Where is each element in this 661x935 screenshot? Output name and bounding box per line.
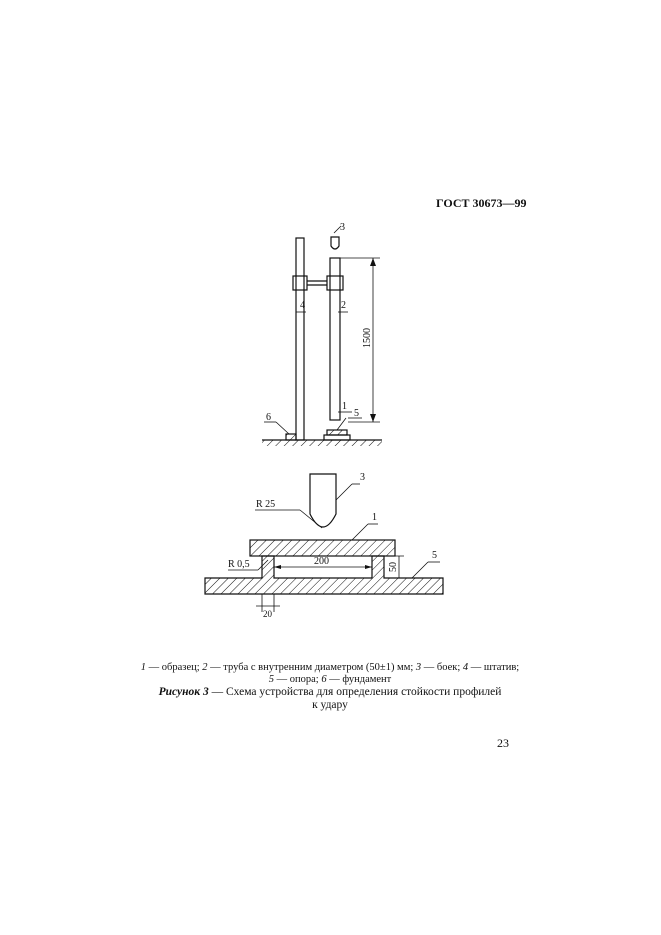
dim-50-text: 50 bbox=[388, 562, 399, 572]
stand-clamp bbox=[293, 276, 307, 290]
tube-clamp bbox=[327, 276, 343, 290]
caption-text-2: к удару bbox=[312, 699, 348, 711]
callout-4: 4 bbox=[300, 300, 305, 311]
radius-edge: R 0,5 bbox=[228, 559, 250, 570]
caption-text: — Схема устройства для определения стойкости профилей bbox=[211, 686, 502, 698]
specimen-plate bbox=[250, 540, 395, 556]
callout-6: 6 bbox=[266, 412, 271, 423]
dim-200-text: 200 bbox=[314, 556, 329, 567]
specimen-small bbox=[327, 430, 347, 435]
stand-rod bbox=[296, 238, 304, 440]
callout-5-upper: 5 bbox=[354, 408, 359, 419]
upper-callouts bbox=[266, 222, 373, 423]
dim-1500-text: 1500 bbox=[362, 328, 373, 348]
figure-legend: 1 — образец; 2 — труба с внутренним диаметром (50±1) мм; 3 — боек; 4 — штатив; 5 — опора; 6 — фундамент bbox=[140, 662, 520, 685]
callout-1-upper: 1 bbox=[342, 401, 347, 412]
page-number: 23 bbox=[497, 736, 509, 750]
stand-base bbox=[286, 434, 296, 440]
callout-3-lower: 3 bbox=[360, 472, 365, 483]
standard-code: ГОСТ 30673—99 bbox=[436, 196, 527, 210]
striker-small bbox=[331, 237, 339, 249]
callout-1-lower: 1 bbox=[372, 512, 377, 523]
striker-large bbox=[310, 474, 336, 527]
foundation-hatch bbox=[262, 440, 382, 446]
figure-caption bbox=[120, 686, 540, 712]
lower-drawing bbox=[205, 474, 443, 612]
dim-20-text: 20 bbox=[263, 609, 272, 619]
caption-label: Рисунок 3 bbox=[158, 686, 209, 698]
callout-3-upper: 3 bbox=[340, 222, 345, 233]
tube bbox=[330, 258, 340, 420]
support-small bbox=[324, 435, 350, 440]
radius-striker: R 25 bbox=[256, 499, 276, 510]
callout-5-lower: 5 bbox=[432, 550, 437, 561]
callout-2: 2 bbox=[341, 300, 346, 311]
